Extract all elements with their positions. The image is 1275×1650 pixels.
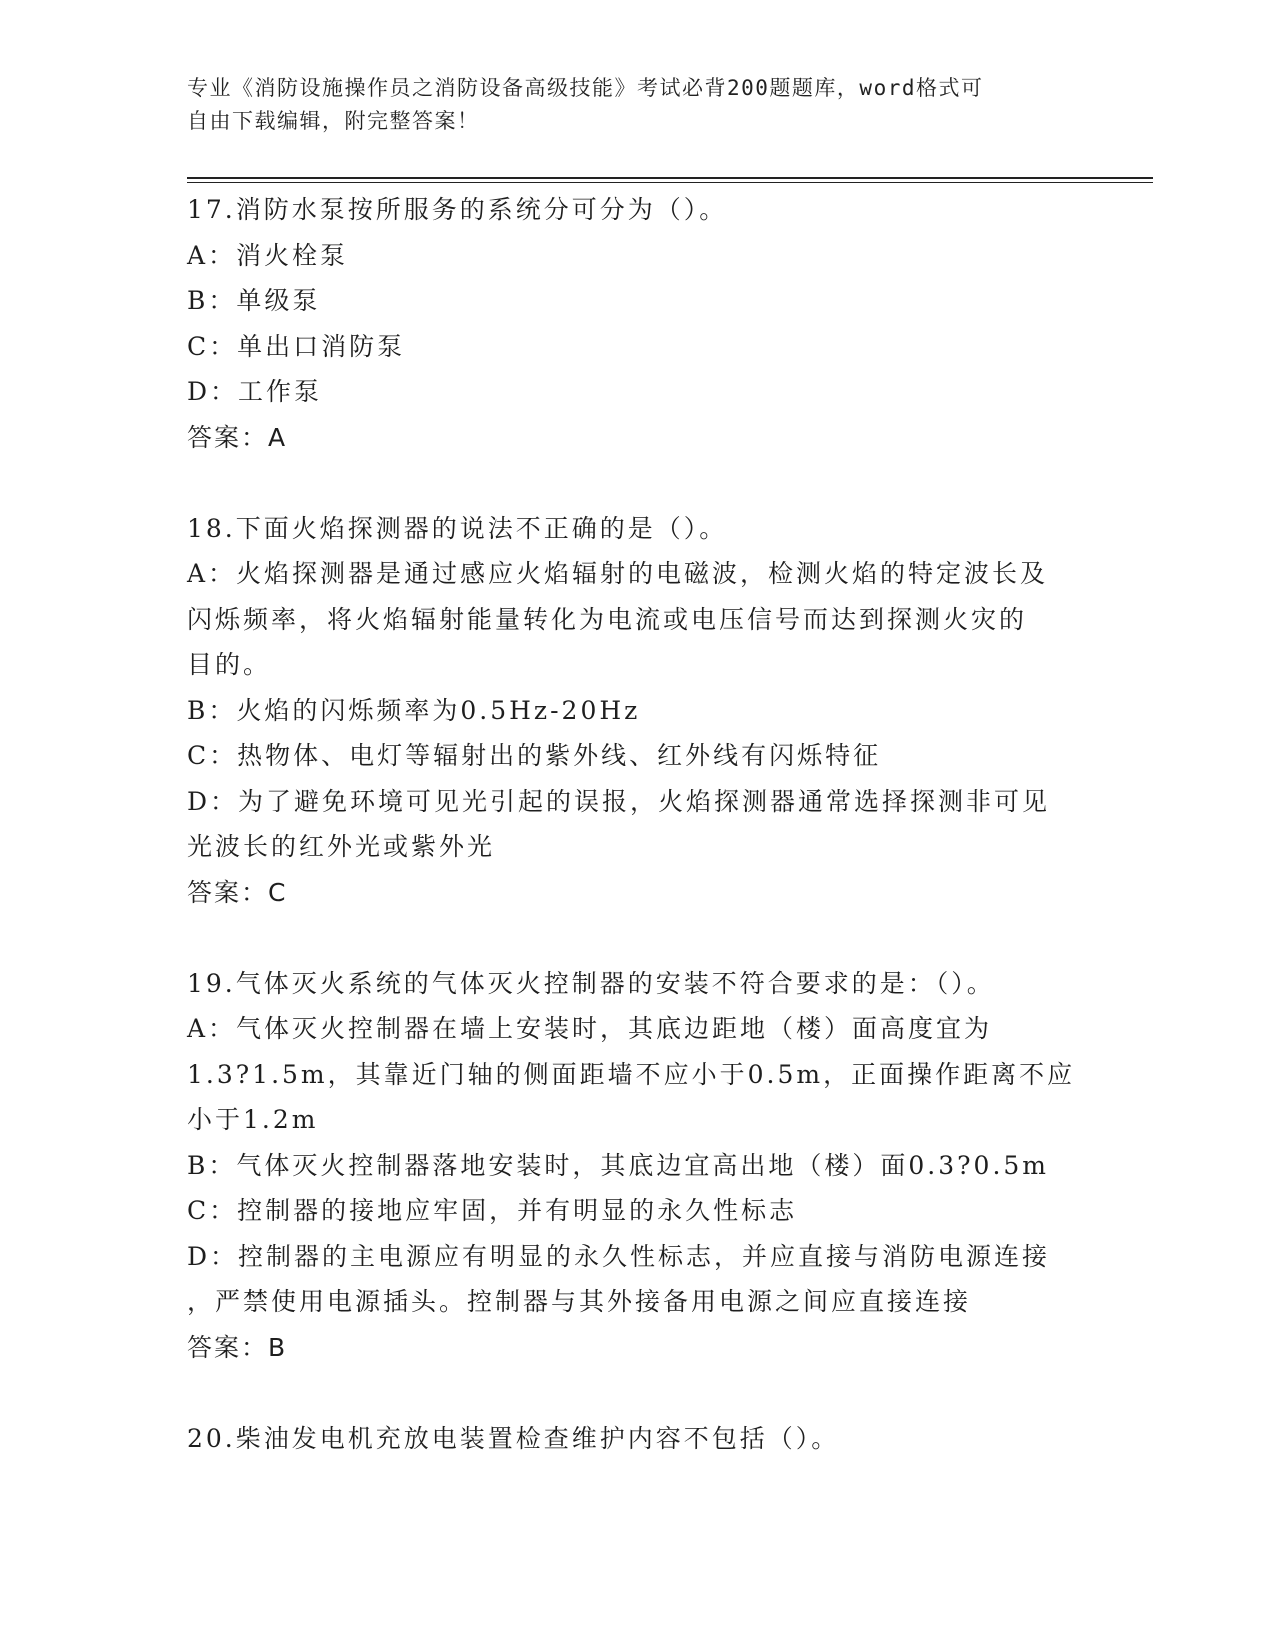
option-a: 闪烁频率，将火焰辐射能量转化为电流或电压信号而达到探测火灾的 (187, 604, 1028, 634)
question-block (187, 1416, 1087, 1462)
option-d: D：工作泵 (187, 377, 323, 406)
question-stem: 17.消防水泵按所服务的系统分可分为（）。 (187, 195, 728, 224)
option-b: B：火焰的闪烁频率为0.5Hz-20Hz (187, 695, 641, 725)
question-block (187, 187, 1087, 460)
option-c: C：控制器的接地应牢固，并有明显的永久性标志 (187, 1196, 798, 1225)
option-a: 目的。 (187, 650, 272, 679)
question-stem: 19.气体灭火系统的气体灭火控制器的安装不符合要求的是：（）。 (187, 968, 995, 998)
option-d: D：控制器的主电源应有明显的永久性标志，并应直接与消防电源连接 (187, 1241, 1051, 1271)
option-a: A：消火栓泵 (187, 240, 349, 270)
question-block (187, 506, 1087, 916)
header-rule-thick (187, 177, 1153, 179)
option-a: 小于1.2m (187, 1105, 319, 1134)
answer-label: 答案：A (187, 422, 288, 452)
answer-label: 答案：C (187, 877, 288, 907)
header-rule-thin (187, 182, 1153, 183)
question-stem: 20.柴油发电机充放电装置检查维护内容不包括（）。 (187, 1423, 840, 1453)
header-line-2: 自由下载编辑，附完整答案！ (187, 109, 480, 133)
question-list (187, 187, 1087, 1461)
option-d: ，严禁使用电源插头。控制器与其外接备用电源之间应直接连接 (187, 1287, 972, 1316)
answer-label: 答案：B (187, 1332, 288, 1362)
option-c: C：单出口消防泵 (187, 331, 406, 361)
question-spacer (187, 1370, 1087, 1416)
option-b: B：气体灭火控制器落地安装时，其底边宜高出地（楼）面0.3?0.5m (187, 1150, 1049, 1180)
question-spacer (187, 460, 1087, 506)
header-line-1: 专业《消防设施操作员之消防设备高级技能》考试必背200题题库，word格式可 (187, 76, 984, 100)
option-d: D：为了避免环境可见光引起的误报，火焰探测器通常选择探测非可见 (187, 786, 1051, 816)
option-a: A：气体灭火控制器在墙上安装时，其底边距地（楼）面高度宜为 (187, 1014, 993, 1043)
option-c: C：热物体、电灯等辐射出的紫外线、红外线有闪烁特征 (187, 741, 882, 770)
question-stem: 18.下面火焰探测器的说法不正确的是（）。 (187, 513, 728, 543)
question-block (187, 961, 1087, 1371)
document-header (187, 72, 1067, 138)
option-a: 1.3?1.5m，其靠近门轴的侧面距墙不应小于0.5m，正面操作距离不应 (187, 1059, 1076, 1089)
option-a: A：火焰探测器是通过感应火焰辐射的电磁波，检测火焰的特定波长及 (187, 559, 1049, 588)
option-b: B：单级泵 (187, 286, 321, 315)
question-spacer (187, 915, 1087, 961)
option-d: 光波长的红外光或紫外光 (187, 832, 496, 861)
